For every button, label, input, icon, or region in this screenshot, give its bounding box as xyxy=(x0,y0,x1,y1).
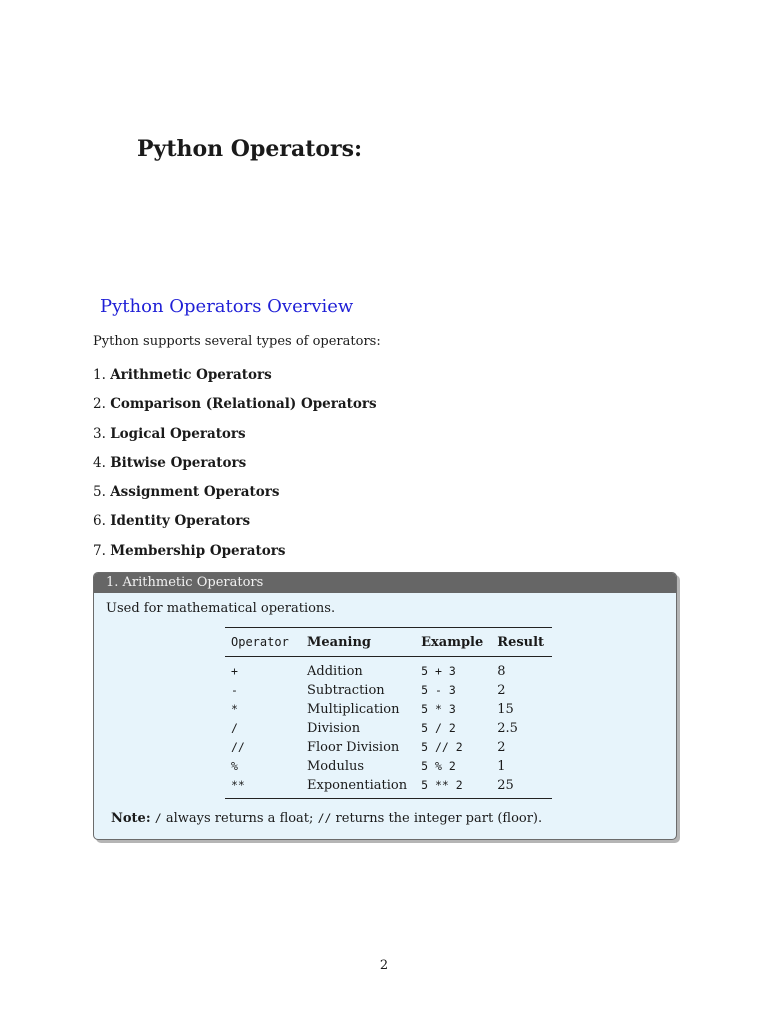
cell-result: 2.5 xyxy=(497,721,518,736)
list-item-label: Logical Operators xyxy=(110,425,246,442)
cell-result: 15 xyxy=(497,702,514,717)
cell-example: 5 // 2 xyxy=(421,740,463,754)
cell-operator: ** xyxy=(225,776,301,799)
cell-meaning: Subtraction xyxy=(307,683,385,698)
cell-result: 2 xyxy=(497,683,506,698)
column-header-example: Example xyxy=(415,628,491,657)
cell-operator: - xyxy=(231,683,238,697)
table-row xyxy=(225,681,552,700)
cell-meaning: Division xyxy=(307,721,361,736)
list-item-number: 7. xyxy=(93,542,106,559)
list-item-number: 6. xyxy=(93,513,106,530)
cell-example: 5 * 3 xyxy=(421,702,456,716)
note-code-floor: // xyxy=(317,811,332,825)
list-item-label: Arithmetic Operators xyxy=(110,367,272,383)
cell-result: 2 xyxy=(497,740,506,755)
column-header-result: Result xyxy=(491,628,552,657)
box-note xyxy=(111,811,542,826)
cell-operator: + xyxy=(231,664,238,678)
column-header-operator: Operator xyxy=(225,628,301,657)
cell-operator: % xyxy=(231,759,238,773)
cell-operator: * xyxy=(231,702,238,716)
list-item xyxy=(93,425,377,454)
section-intro: Python supports several types of operators: xyxy=(93,334,381,349)
list-item xyxy=(93,512,377,541)
cell-meaning: Addition xyxy=(307,664,363,679)
cell-example: 5 ** 2 xyxy=(415,776,491,799)
arithmetic-operators-box xyxy=(93,572,677,840)
cell-result: 8 xyxy=(497,664,506,679)
table-row xyxy=(225,719,552,738)
cell-meaning: Modulus xyxy=(307,759,365,774)
cell-example: 5 - 3 xyxy=(421,683,456,697)
note-label: Note: xyxy=(111,811,151,826)
cell-example: 5 + 3 xyxy=(421,664,456,678)
list-item xyxy=(93,395,377,424)
cell-result: 25 xyxy=(491,776,552,799)
cell-meaning: Floor Division xyxy=(307,740,400,755)
list-item xyxy=(93,542,377,571)
column-header-meaning: Meaning xyxy=(301,628,415,657)
document-title: Python Operators: xyxy=(137,136,363,162)
table-row xyxy=(225,776,552,799)
box-intro: Used for mathematical operations. xyxy=(106,601,336,616)
cell-operator: / xyxy=(231,721,238,735)
list-item-label: Membership Operators xyxy=(110,542,286,559)
cell-operator: // xyxy=(231,740,245,754)
list-item-label: Identity Operators xyxy=(110,513,251,530)
operators-table xyxy=(225,627,552,799)
list-item xyxy=(93,454,377,483)
cell-meaning: Exponentiation xyxy=(301,776,415,799)
box-title: 1. Arithmetic Operators xyxy=(94,573,676,593)
cell-example: 5 % 2 xyxy=(421,759,456,773)
page-number: 2 xyxy=(379,958,389,973)
list-item xyxy=(93,483,377,512)
table-row xyxy=(225,738,552,757)
cell-meaning: Multiplication xyxy=(307,702,400,717)
list-item-number: 5. xyxy=(93,484,106,501)
list-item-label: Assignment Operators xyxy=(110,484,280,501)
operator-type-list xyxy=(93,366,377,571)
note-text-2: returns the integer part (floor). xyxy=(331,811,543,826)
list-item xyxy=(93,366,377,395)
table-row xyxy=(225,657,552,682)
list-item-label: Bitwise Operators xyxy=(110,454,247,471)
note-code-slash: / xyxy=(154,811,162,825)
table-row xyxy=(225,757,552,776)
list-item-number: 1. xyxy=(93,367,106,383)
table-row xyxy=(225,700,552,719)
list-item-number: 4. xyxy=(93,454,106,471)
cell-result: 1 xyxy=(497,759,506,774)
list-item-label: Comparison (Relational) Operators xyxy=(110,396,377,413)
cell-example: 5 / 2 xyxy=(421,721,456,735)
list-item-number: 2. xyxy=(93,396,106,413)
list-item-number: 3. xyxy=(93,425,106,442)
table-header-row xyxy=(225,628,552,657)
note-text-1: always returns a float; xyxy=(161,811,318,826)
section-heading: Python Operators Overview xyxy=(100,296,354,317)
